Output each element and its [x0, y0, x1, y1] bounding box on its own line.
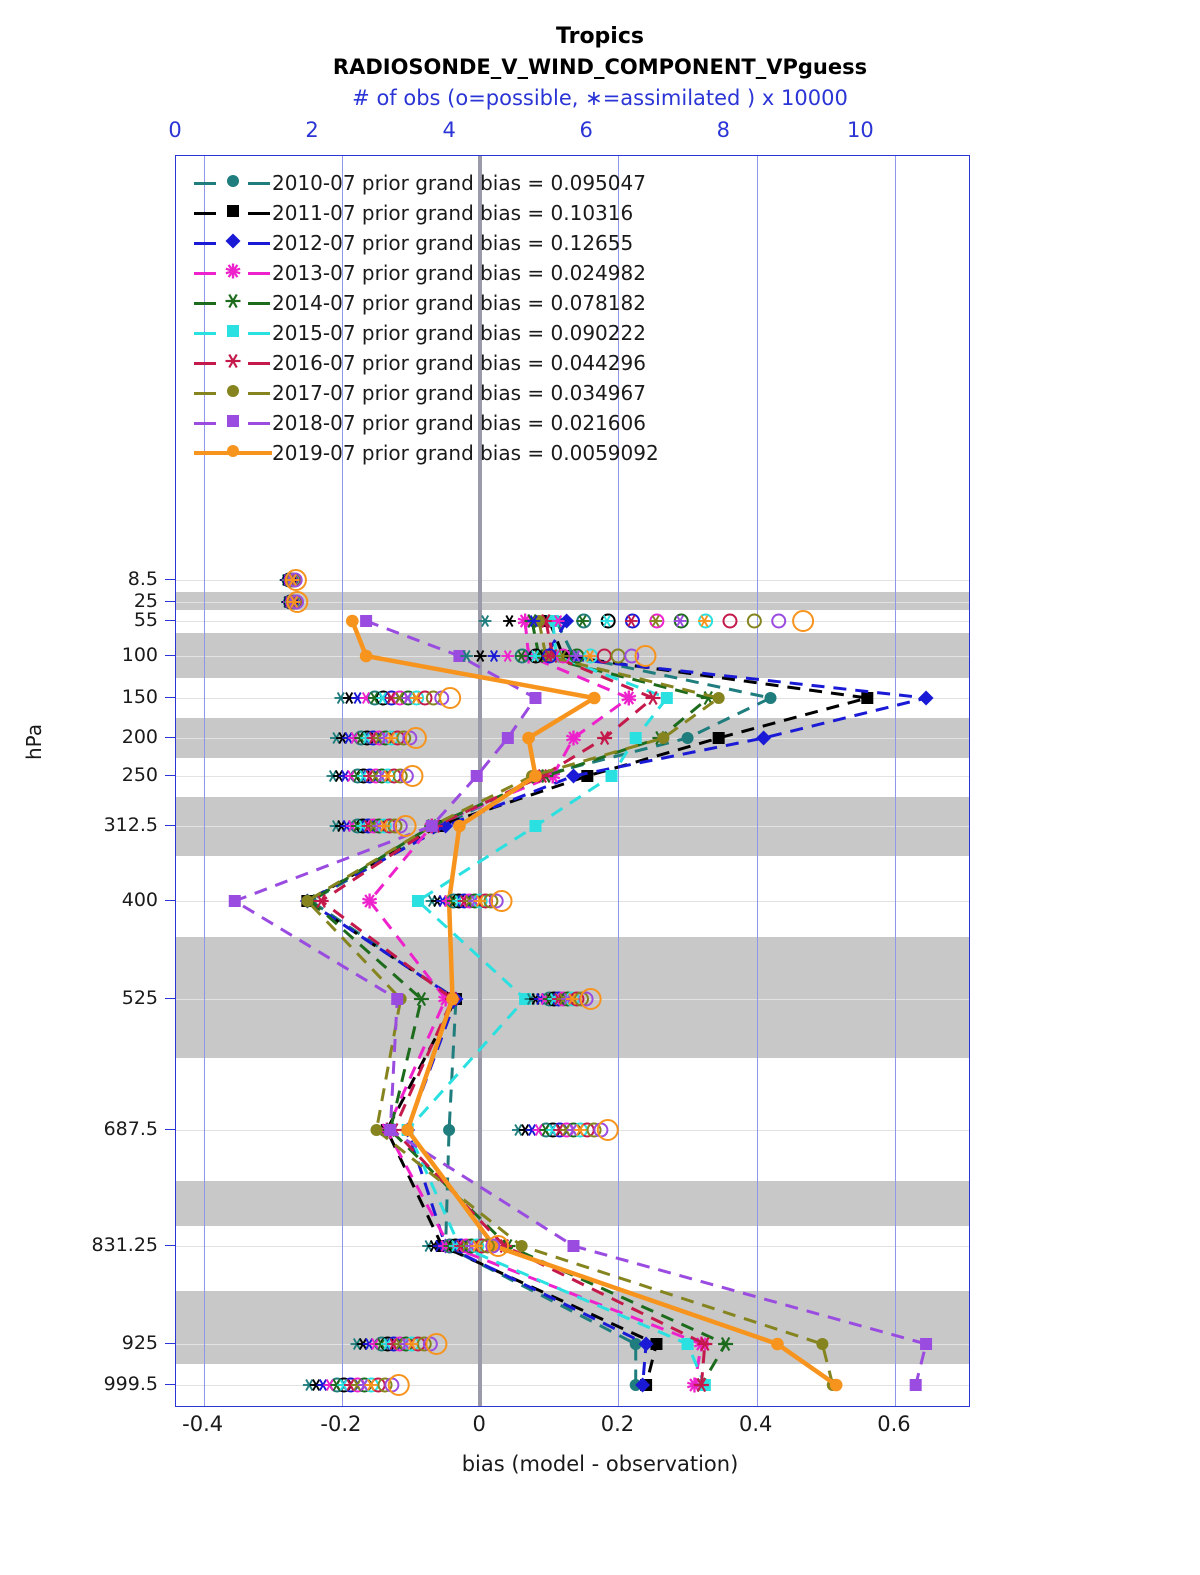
y-tick-100: 100: [121, 644, 158, 666]
y-axis-title: hPa: [22, 723, 46, 760]
y-tick-mark: [165, 579, 175, 580]
top-axis-tick-labels: [0, 118, 1200, 144]
y-tick-mark: [165, 775, 175, 776]
legend-item-2010[interactable]: [194, 168, 794, 198]
legend-item-2012[interactable]: [194, 228, 794, 258]
legend-item-2015[interactable]: [194, 318, 794, 348]
legend-line-sample: [194, 350, 272, 376]
legend-marker-circle-icon: [222, 440, 244, 466]
y-tick-mark: [165, 620, 175, 621]
x-tick-0.6: 0.6: [877, 1412, 911, 1436]
legend-line-sample: [194, 380, 272, 406]
y-tick-mark: [165, 900, 175, 901]
legend-label: 2010-07 prior grand bias = 0.095047: [272, 171, 646, 195]
y-tick-mark: [165, 1343, 175, 1344]
x-tick--0.2: -0.2: [320, 1412, 362, 1436]
y-tick-312.5: 312.5: [103, 814, 158, 836]
series-2019-07: [346, 615, 843, 1392]
x-axis-tick-labels: [0, 1412, 1200, 1438]
y-tick-400: 400: [121, 889, 158, 911]
legend-line-sample: [194, 260, 272, 286]
legend-marker-square-icon: [222, 320, 244, 346]
legend-label: 2019-07 prior grand bias = 0.0059092: [272, 441, 659, 465]
legend-marker-circle-icon: [222, 380, 244, 406]
y-tick-687.5: 687.5: [103, 1118, 158, 1140]
legend-marker-square-icon: [222, 410, 244, 436]
legend-label: 2013-07 prior grand bias = 0.024982: [272, 261, 646, 285]
legend-item-2013[interactable]: [194, 258, 794, 288]
legend-line-sample: [194, 230, 272, 256]
y-tick-mark: [165, 1384, 175, 1385]
x-tick-0: 0: [472, 1412, 486, 1436]
y-tick-925: 925: [121, 1332, 158, 1354]
y-tick-mark: [165, 601, 175, 602]
y-tick-525: 525: [121, 987, 158, 1009]
x-tick-0.4: 0.4: [738, 1412, 773, 1436]
legend-item-2011[interactable]: [194, 198, 794, 228]
y-tick-mark: [165, 825, 175, 826]
legend-item-2019[interactable]: [194, 438, 794, 468]
legend-line-sample: [194, 170, 272, 196]
y-tick-200: 200: [121, 726, 158, 748]
legend-marker-star6-icon: [222, 290, 244, 316]
y-tick-mark: [165, 655, 175, 656]
legend-item-2016[interactable]: [194, 348, 794, 378]
legend-label: 2012-07 prior grand bias = 0.12655: [272, 231, 634, 255]
x-axis-title: bias (model - observation): [461, 1452, 739, 1476]
legend-label: 2015-07 prior grand bias = 0.090222: [272, 321, 646, 345]
top-tick-0: 0: [168, 118, 182, 142]
legend-line-sample: [194, 320, 272, 346]
top-tick-10: 10: [846, 118, 874, 142]
legend-item-2017[interactable]: [194, 378, 794, 408]
y-tick-999.5: 999.5: [103, 1373, 158, 1395]
y-axis-tick-labels: [0, 155, 170, 1407]
top-tick-2: 2: [305, 118, 319, 142]
legend-label: 2016-07 prior grand bias = 0.044296: [272, 351, 646, 375]
legend-marker-star-icon: [222, 260, 244, 286]
y-tick-8.5: 8.5: [127, 568, 158, 590]
plot-area: [175, 155, 970, 1407]
y-tick-mark: [165, 697, 175, 698]
legend-label: 2017-07 prior grand bias = 0.034967: [272, 381, 646, 405]
y-tick-25: 25: [133, 590, 158, 612]
y-tick-mark: [165, 998, 175, 999]
legend-line-sample: [194, 290, 272, 316]
y-tick-831.25: 831.25: [91, 1234, 158, 1256]
y-tick-250: 250: [121, 764, 158, 786]
x-tick-0.2: 0.2: [600, 1412, 635, 1436]
legend-label: 2011-07 prior grand bias = 0.10316: [272, 201, 634, 225]
chart-title-region: Tropics: [556, 24, 644, 49]
legend-item-2014[interactable]: [194, 288, 794, 318]
legend-marker-circle-icon: [222, 170, 244, 196]
chart-obs-axis-title: # of obs (o=possible, ∗=assimilated ) x 10000: [352, 86, 848, 110]
obs-count-symbols: [280, 570, 813, 1395]
chart-title-variable: RADIOSONDE_V_WIND_COMPONENT_VPguess: [332, 55, 868, 79]
legend-marker-diamond-icon: [222, 230, 244, 256]
legend-label: 2018-07 prior grand bias = 0.021606: [272, 411, 646, 435]
legend-line-sample: [194, 410, 272, 436]
series-2013-07: [362, 614, 708, 1393]
chart-title-block: [0, 22, 1200, 114]
y-tick-150: 150: [121, 686, 158, 708]
top-tick-6: 6: [579, 118, 593, 142]
legend-line-sample: [194, 200, 272, 226]
legend-item-2018[interactable]: [194, 408, 794, 438]
top-tick-4: 4: [442, 118, 456, 142]
legend-marker-asterisk-icon: [222, 350, 244, 376]
legend-marker-square-icon: [222, 200, 244, 226]
legend-line-sample: [194, 440, 272, 466]
y-tick-mark: [165, 1129, 175, 1130]
legend-label: 2014-07 prior grand bias = 0.078182: [272, 291, 646, 315]
y-tick-mark: [165, 737, 175, 738]
legend: [194, 168, 794, 468]
y-tick-55: 55: [133, 609, 158, 631]
y-tick-mark: [165, 1245, 175, 1246]
x-tick--0.4: -0.4: [182, 1412, 224, 1436]
top-tick-8: 8: [716, 118, 730, 142]
